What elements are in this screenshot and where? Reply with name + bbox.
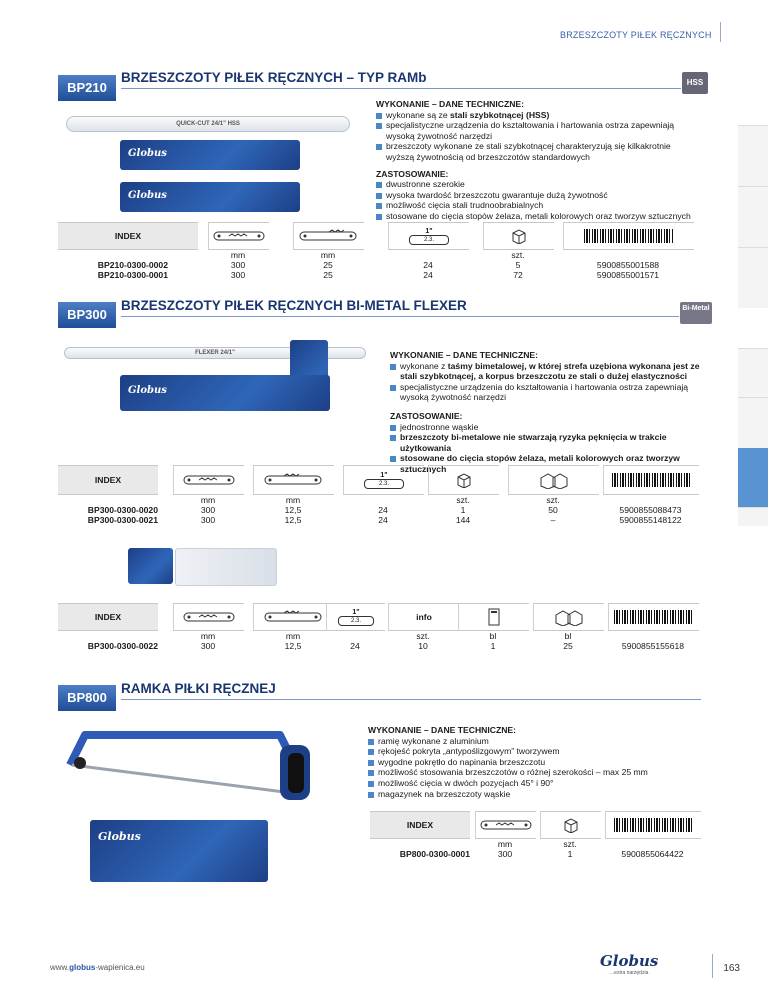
blade-print: FLEXER 24/1"	[195, 350, 235, 356]
spec-heading: WYKONANIE – DANE TECHNICZNE:	[368, 725, 517, 735]
cell: 24	[378, 515, 388, 525]
ean: 5900855088473	[619, 505, 682, 515]
bimetal-badge: Bi-Metal	[680, 302, 712, 324]
ean: 5900855155618	[621, 641, 685, 651]
spec-item: magazynek na brzeszczoty wąskie	[368, 789, 688, 800]
product-pack-image	[120, 182, 300, 212]
cell: 24	[378, 505, 388, 515]
unit: mm	[200, 495, 216, 505]
width-icon	[293, 222, 364, 250]
bp800-specs	[368, 725, 688, 799]
barcode-icon	[608, 603, 699, 631]
unit: bl	[489, 631, 497, 641]
tpi-mark: 1"	[425, 227, 433, 235]
cell: 50	[548, 505, 558, 515]
page-number: 163	[723, 963, 740, 974]
cell: 1	[460, 505, 466, 515]
use-item: możliwość cięcia stali trudnoobrabialnych	[376, 200, 691, 211]
unit: mm	[230, 250, 246, 260]
spec-item: rękojeść pokryta „antypoślizgowym” tworzywem	[368, 746, 688, 757]
use-item: dwustronne szerokie	[376, 179, 691, 190]
use-heading: ZASTOSOWANIE:	[376, 168, 449, 179]
unit: szt.	[416, 631, 430, 641]
cell: 1	[567, 849, 573, 859]
use-item: stosowane do cięcia stopów żelaza, metali kolorowych oraz tworzyw sztucznych	[376, 211, 691, 222]
length-icon	[173, 603, 244, 631]
footer-url[interactable]: www.globus-wapienica.eu	[50, 963, 145, 972]
use-item: wysoka twardość brzeszczotu gwarantuje dużą żywotność	[376, 190, 691, 201]
spec-item: możliwość cięcia w dwóch pozycjach 45° i 90°	[368, 778, 688, 789]
length-icon	[208, 222, 269, 250]
section-title-underline	[121, 316, 679, 317]
bp800-table	[370, 811, 700, 861]
bp300-table-1	[58, 465, 698, 525]
footer-divider	[712, 954, 713, 978]
unit: szt.	[456, 495, 470, 505]
section-title-underline	[121, 88, 681, 89]
tpi-sub: 2.3.	[338, 616, 374, 626]
bp300-specs	[390, 350, 700, 475]
spec-item: wykonane z taśmy bimetalowej, w której strefa uzębiona wykonana jest ze stali szybkotnącej, a korpus brzeszczotu ze stali o dużej elastyczności	[390, 361, 700, 382]
product-pack-image	[128, 548, 173, 584]
table-row-code: BP300-0300-0020	[87, 505, 158, 515]
hss-badge: HSS	[682, 72, 708, 94]
cell: 24	[350, 641, 360, 651]
pack-logo: Globus	[128, 148, 167, 159]
table-row-code: BP210-0300-0002	[97, 260, 168, 270]
cell: 300	[230, 270, 246, 280]
cell: 300	[497, 849, 513, 859]
product-pack-image	[120, 375, 330, 411]
side-tab-active[interactable]	[738, 448, 768, 507]
side-tab[interactable]	[738, 125, 768, 186]
product-pack-image	[90, 820, 268, 882]
hacksaw-blade-image	[66, 116, 350, 132]
section-title: BRZESZCZOTY PIŁEK RĘCZNYCH BI-METAL FLEXER	[121, 298, 467, 313]
barcode-icon	[605, 811, 701, 839]
section-title: RAMKA PIŁKI RĘCZNEJ	[121, 681, 276, 696]
spec-item: specjalistyczne urządzenia do kształtowania i hartowania ostrza zapewniają wysoką żywotność narzędzi	[376, 120, 691, 141]
use-item: jednostronne wąskie	[390, 422, 700, 433]
unit: szt.	[563, 839, 577, 849]
package-icon	[428, 465, 499, 495]
spec-item: wykonane są ze stali szybkotnącej (HSS)	[376, 110, 691, 121]
running-header: BRZESZCZOTY PIŁEK RĘCZNYCH	[560, 30, 712, 40]
cell: 5	[515, 260, 521, 270]
ean: 5900855148122	[619, 515, 682, 525]
spec-heading: WYKONANIE – DANE TECHNICZNE:	[376, 99, 525, 109]
width-icon	[253, 465, 334, 495]
tpi-icon	[326, 603, 385, 631]
length-icon	[475, 811, 536, 839]
info-header: info	[388, 603, 459, 631]
spec-item: możliwość stosowania brzeszczotów o różnej szerokości – max 25 mm	[368, 767, 688, 778]
blister-icon	[458, 603, 529, 631]
table-row-code: BP210-0300-0001	[97, 270, 168, 280]
pack-logo: Globus	[128, 190, 167, 201]
cell: –	[550, 515, 556, 525]
bulk-package-icon	[508, 465, 599, 495]
barcode-icon	[603, 465, 699, 495]
side-tab[interactable]	[738, 397, 768, 448]
index-header: INDEX	[58, 222, 198, 250]
table-row-code: BP300-0300-0022	[87, 641, 158, 651]
ean: 5900855064422	[621, 849, 684, 859]
pack-logo: Globus	[128, 385, 167, 396]
bulk-package-icon	[533, 603, 604, 631]
cell: 25	[323, 270, 333, 280]
tpi-icon	[388, 222, 469, 250]
side-tab[interactable]	[738, 507, 768, 526]
ean: 5900855001588	[596, 260, 660, 270]
tpi-icon	[343, 465, 424, 495]
use-heading: ZASTOSOWANIE:	[390, 410, 463, 421]
brand-logo: Globus ...extra narzędzia	[600, 952, 659, 976]
index-header: INDEX	[58, 465, 158, 495]
cell: 25	[563, 641, 573, 651]
unit: mm	[200, 631, 216, 641]
cell: 300	[200, 515, 216, 525]
cell: 25	[323, 260, 333, 270]
bp300-table-2	[58, 603, 698, 653]
unit: szt.	[546, 495, 560, 505]
side-tab[interactable]	[738, 186, 768, 247]
cell: 12,5	[284, 641, 302, 651]
cell: 300	[200, 505, 216, 515]
cell: 12,5	[284, 515, 302, 525]
header-divider	[720, 22, 721, 42]
cell: 24	[423, 260, 433, 270]
unit: mm	[285, 495, 301, 505]
package-icon	[540, 811, 601, 839]
index-header: INDEX	[58, 603, 158, 631]
cell: 144	[455, 515, 471, 525]
width-icon	[253, 603, 334, 631]
tpi-mark: 1"	[380, 471, 388, 479]
use-item: stosowane do cięcia stopów żelaza, metali kolorowych oraz tworzyw sztucznych	[390, 453, 700, 474]
table-row-code: BP800-0300-0001	[399, 849, 470, 859]
spec-heading: WYKONANIE – DANE TECHNICZNE:	[390, 350, 539, 360]
hacksaw-frame-image	[60, 715, 330, 815]
spec-item: wygodne pokrętło do napinania brzeszczotu	[368, 757, 688, 768]
spec-item: ramię wykonane z aluminium	[368, 736, 688, 747]
blade-print: QUICK-CUT 24/1" HSS	[176, 121, 240, 127]
cell: 12,5	[284, 505, 302, 515]
cell: 24	[423, 270, 433, 280]
cell: 1	[490, 641, 496, 651]
unit: bl	[564, 631, 572, 641]
pack-logo: Globus	[98, 830, 141, 843]
ean: 5900855001571	[596, 270, 660, 280]
unit: mm	[320, 250, 336, 260]
cell: 300	[200, 641, 216, 651]
product-pack-image	[120, 140, 300, 170]
use-item: brzeszczoty bi-metalowe nie stwarzają ryzyka pęknięcia w trakcie użytkowania	[390, 432, 700, 453]
section-code-badge: BP300	[58, 302, 116, 328]
section-title: BRZESZCZOTY PIŁEK RĘCZNYCH – TYP RAMb	[121, 70, 427, 85]
bp210-table	[58, 222, 693, 282]
section-code-badge: BP210	[58, 75, 116, 101]
product-pack-image	[175, 548, 277, 586]
cell: 300	[230, 260, 246, 270]
unit: szt.	[511, 250, 525, 260]
cell: 72	[513, 270, 523, 280]
unit: mm	[285, 631, 301, 641]
cell: 10	[418, 641, 428, 651]
spec-item: specjalistyczne urządzenia do kształtowania i hartowania ostrza zapewniają wysoką żywotność narzędzi	[390, 382, 700, 403]
spec-item: brzeszczoty wykonane ze stali szybkotnącej charakteryzują się kilkakrotnie wyższą żywotnością od brzeszczotów standardowych	[376, 141, 691, 162]
side-tab[interactable]	[738, 348, 768, 397]
section-title-underline	[121, 699, 701, 700]
tpi-sub: 2.3.	[364, 479, 404, 489]
table-row-code: BP300-0300-0021	[87, 515, 158, 525]
side-tab[interactable]	[738, 247, 768, 308]
section-code-badge: BP800	[58, 685, 116, 711]
tpi-mark: 1"	[352, 608, 360, 616]
tpi-sub: 2.3.	[409, 235, 449, 245]
unit: mm	[497, 839, 513, 849]
package-icon	[483, 222, 554, 250]
index-header: INDEX	[370, 811, 470, 839]
barcode-icon	[563, 222, 694, 250]
bp210-specs	[376, 99, 691, 222]
length-icon	[173, 465, 244, 495]
